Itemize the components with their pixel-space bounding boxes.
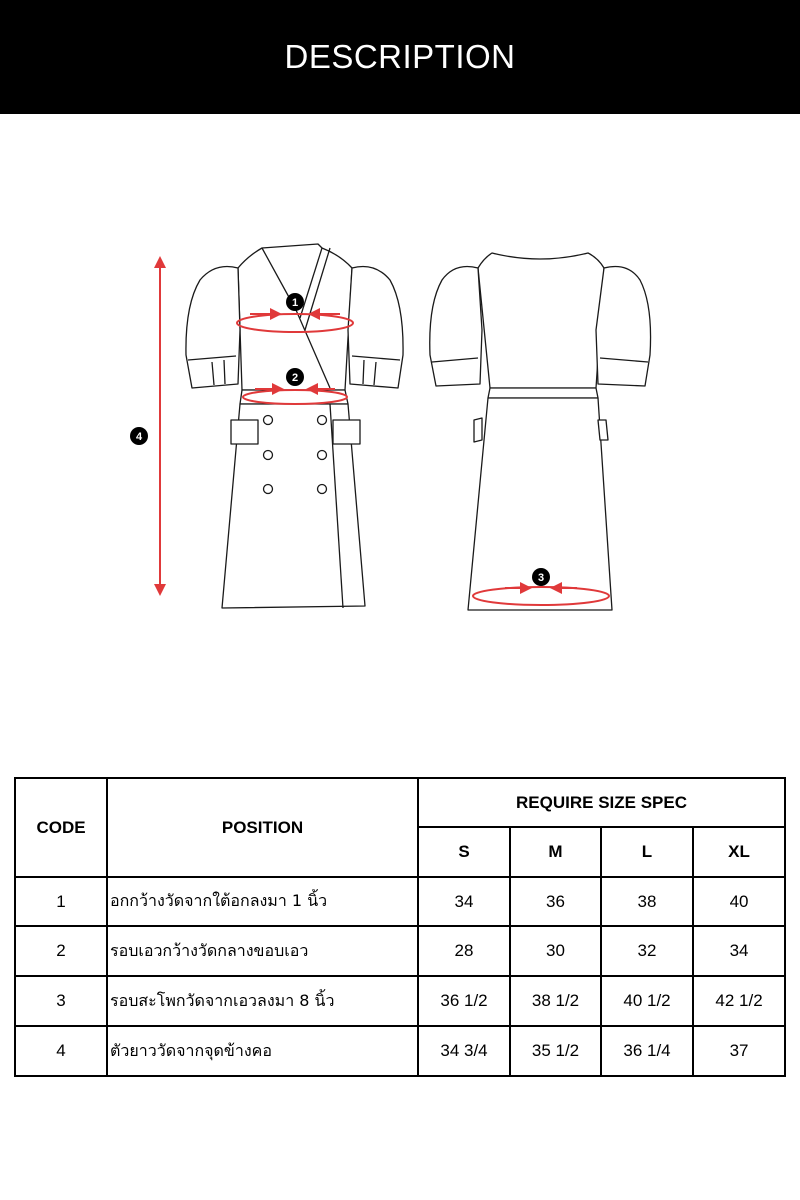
marker-1 <box>286 293 304 311</box>
svg-text:2: 2 <box>291 372 299 384</box>
header-position: POSITION <box>107 778 418 877</box>
cell-l: 38 <box>601 877 693 926</box>
row-position: ตัวยาววัดจากจุดข้างคอ <box>107 1026 418 1076</box>
header-size-s: S <box>418 827 510 877</box>
cell-m: 35 1/2 <box>510 1026 601 1076</box>
header-require-size-spec: REQUIRE SIZE SPEC <box>418 778 785 827</box>
cell-s: 34 <box>418 877 510 926</box>
cell-m: 36 <box>510 877 601 926</box>
marker-4 <box>130 427 148 445</box>
marker-2 <box>286 368 304 386</box>
header-size-l: L <box>601 827 693 877</box>
dress-back-view <box>430 253 651 610</box>
page-title: DESCRIPTION <box>284 38 516 75</box>
cell-xl: 34 <box>693 926 785 976</box>
svg-text:3: 3 <box>537 572 545 584</box>
header-size-m: M <box>510 827 601 877</box>
cell-s: 28 <box>418 926 510 976</box>
cell-l: 36 1/4 <box>601 1026 693 1076</box>
cell-l: 40 1/2 <box>601 976 693 1026</box>
table-row <box>15 976 785 1026</box>
row-code: 3 <box>15 976 107 1026</box>
cell-xl: 40 <box>693 877 785 926</box>
header-bar <box>0 0 800 114</box>
svg-text:4: 4 <box>135 431 143 443</box>
cell-m: 38 1/2 <box>510 976 601 1026</box>
dress-measurement-diagram <box>0 114 800 754</box>
cell-xl: 42 1/2 <box>693 976 785 1026</box>
table-row <box>15 877 785 926</box>
row-position: อกกว้างวัดจากใต้อกลงมา 1 นิ้ว <box>107 877 418 926</box>
cell-xl: 37 <box>693 1026 785 1076</box>
table-row <box>15 926 785 976</box>
row-code: 2 <box>15 926 107 976</box>
row-code: 1 <box>15 877 107 926</box>
svg-text:1: 1 <box>291 297 299 309</box>
cell-m: 30 <box>510 926 601 976</box>
cell-s: 34 3/4 <box>418 1026 510 1076</box>
table-row <box>15 1026 785 1076</box>
row-position: รอบสะโพกวัดจากเอวลงมา 8 นิ้ว <box>107 976 418 1026</box>
size-spec-table <box>14 777 786 1077</box>
cell-l: 32 <box>601 926 693 976</box>
cell-s: 36 1/2 <box>418 976 510 1026</box>
header-code: CODE <box>15 778 107 877</box>
header-size-xl: XL <box>693 827 785 877</box>
row-code: 4 <box>15 1026 107 1076</box>
row-position: รอบเอวกว้างวัดกลางขอบเอว <box>107 926 418 976</box>
marker-3 <box>532 568 550 586</box>
